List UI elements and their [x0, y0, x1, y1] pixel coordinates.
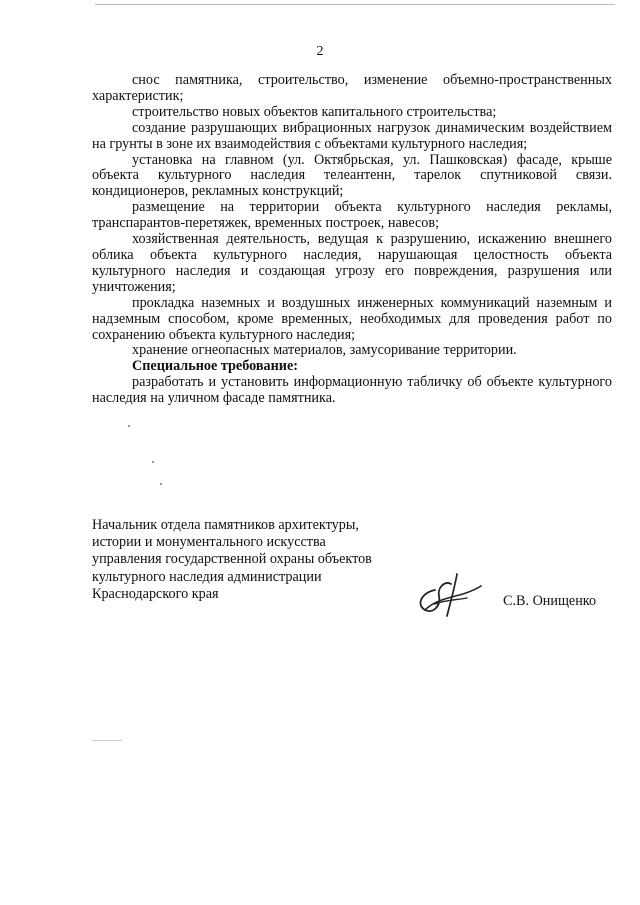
- page-number: 2: [316, 44, 324, 59]
- paragraph: хозяйственная деятельность, ведущая к разрушению, искажению внешнего облика объекта культурного наследия, нарушающая целостность объекта культурного наследия и создающая угрозу его повреждения, разрушения или уничтожения;: [92, 231, 612, 295]
- scan-speck: [160, 483, 162, 485]
- paragraph: разработать и установить информационную табличку об объекте культурного наследия на уличном фасаде памятника.: [92, 374, 612, 407]
- signatory-position: [92, 517, 372, 603]
- scan-speck: [128, 425, 130, 427]
- paragraph: снос памятника, строительство, изменение объемно-пространственных характеристик;: [92, 72, 612, 104]
- signer-name: С.В. Онищенко: [503, 593, 597, 609]
- paragraph: создание разрушающих вибрационных нагрузок динамическим воздействием на грунты в зоне их взаимодействия с объектами культурного наследия;: [92, 119, 612, 152]
- paragraph: прокладка наземных и воздушных инженерных коммуникаций наземным и надземным способом, кроме временных, необходимых для проведения работ по сохранению объекта культурного наследия;: [92, 294, 612, 343]
- position-line: Начальник отдела памятников архитектуры,: [92, 517, 359, 533]
- scan-speck: [152, 461, 154, 463]
- paragraph: размещение на территории объекта культурного наследия рекламы, транспарантов-перетяжек, временных построек, навесов;: [92, 199, 612, 232]
- position-line: истории и монументального искусства: [92, 534, 326, 551]
- paragraph: установка на главном (ул. Октябрьская, ул. Пашковская) фасаде, крыше объекта культурного наследия телеантенн, тарелок спутниковой связи. кондиционеров, рекламных конструкций;: [92, 151, 612, 200]
- position-line: управления государственной охраны объектов: [92, 551, 372, 568]
- paragraph: хранение огнеопасных материалов, замусоривание территории.: [132, 342, 517, 359]
- paragraph: строительство новых объектов капитального строительства;: [132, 103, 497, 120]
- scan-edge-line: [95, 4, 615, 5]
- position-line: Краснодарского края: [92, 585, 219, 602]
- handwritten-signature: [405, 570, 490, 620]
- scan-speck: [92, 740, 122, 741]
- section-heading: Специальное требование:: [132, 358, 298, 375]
- document-body: [92, 73, 612, 407]
- position-line: культурного наследия администрации: [92, 568, 322, 585]
